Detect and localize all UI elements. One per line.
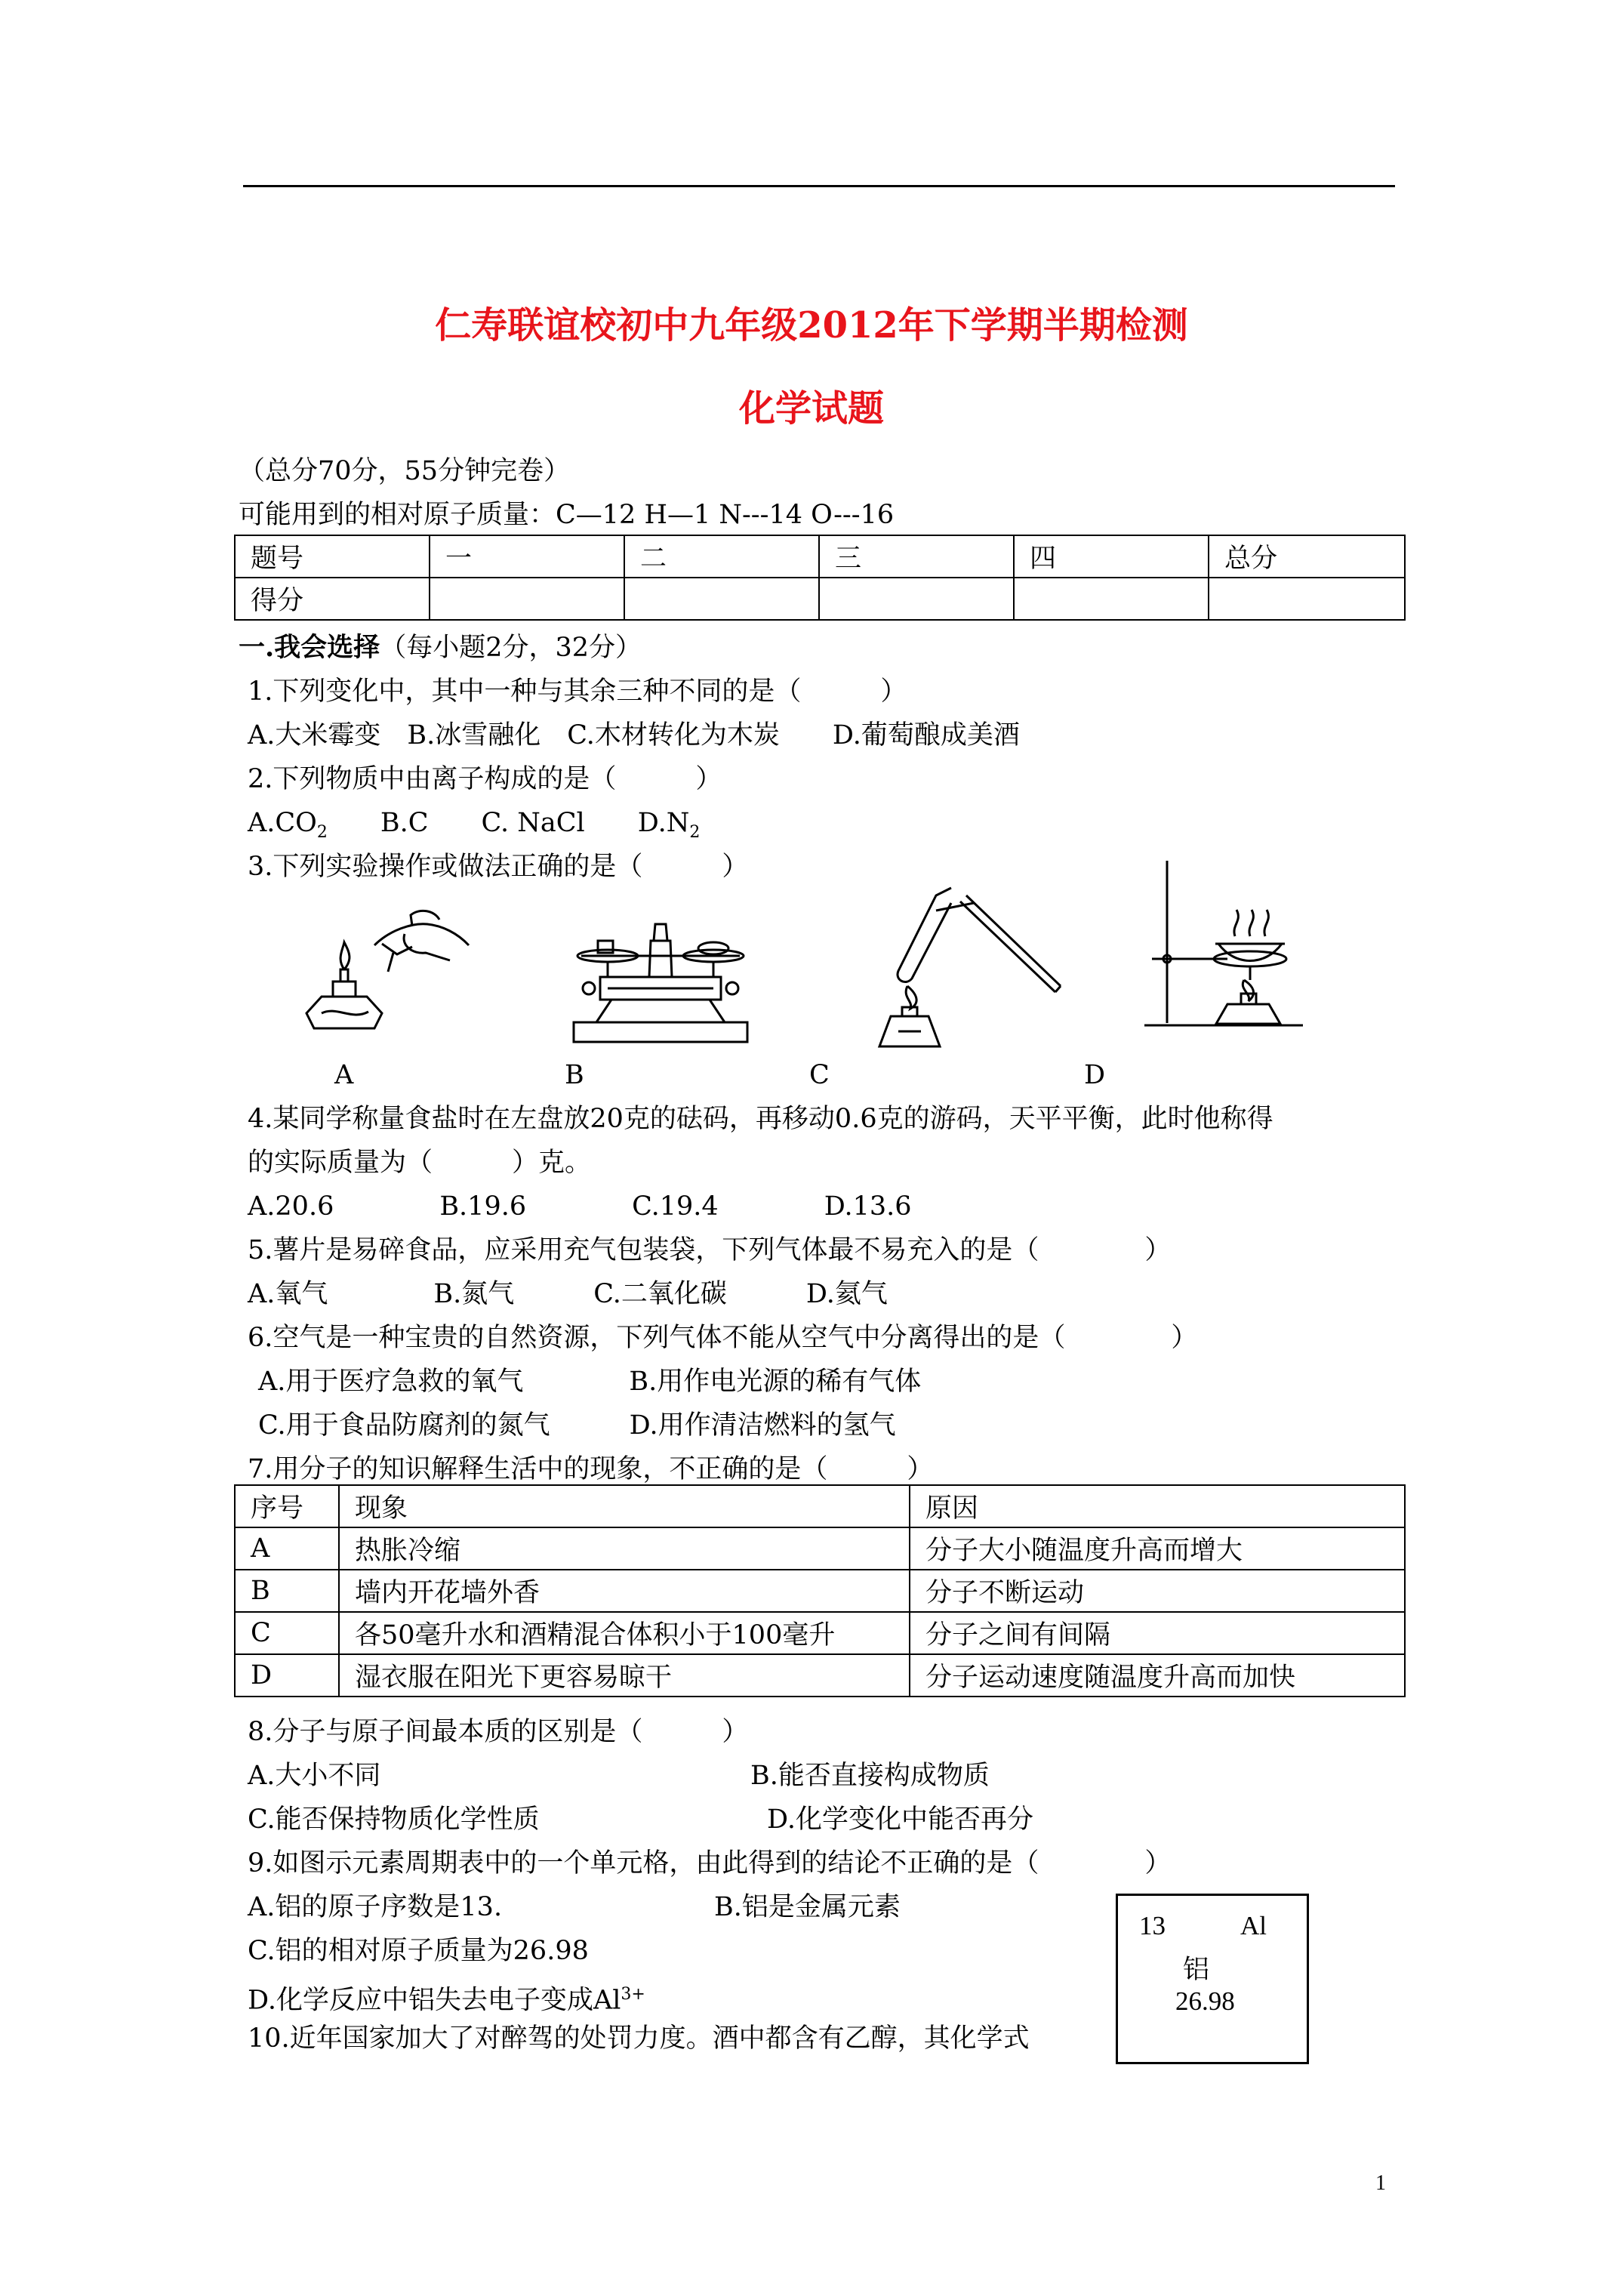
atomic-mass-note: 可能用到的相对原子质量：C—12 H—1 N---14 O---16 [239, 500, 895, 530]
q8-option-d: D.化学变化中能否再分 [767, 1804, 1033, 1835]
q7-cell: 分子运动速度随温度升高而加快 [910, 1654, 1405, 1697]
header-rule [243, 185, 1395, 187]
q5-options: A.氧气 B.氮气 C.二氧化碳 D.氦气 [248, 1279, 888, 1309]
q4-stem-line2: 的实际质量为（ ）克。 [248, 1148, 592, 1178]
score-table-header: 一 [430, 535, 624, 578]
q9-option-b: B.铝是金属元素 [714, 1892, 901, 1922]
score-table [234, 535, 1406, 621]
section-heading-note: （每小题2分，32分） [380, 633, 642, 663]
q6-stem: 6.空气是一种宝贵的自然资源，下列气体不能从空气中分离得出的是（ ） [248, 1323, 1198, 1353]
q9-option-a: A.铝的原子序数是13. [248, 1892, 503, 1922]
score-row-label: 得分 [235, 578, 430, 620]
q7-cell: 热胀冷缩 [339, 1527, 910, 1570]
score-table-header: 题号 [235, 535, 430, 578]
q7-header-index: 序号 [235, 1485, 339, 1527]
q7-cell: 分子不断运动 [910, 1570, 1405, 1612]
q2-option-d-sub: 2 [689, 823, 701, 842]
q7-table [234, 1484, 1406, 1697]
apparatus-a-alcohol-lamp-image [299, 900, 480, 1043]
q9-option-d-text: D.化学反应中铝失去电子变成Al [248, 1985, 621, 2016]
element-name: 铝 [1183, 1955, 1210, 1985]
score-cell[interactable] [819, 578, 1014, 620]
q7-cell: D [235, 1654, 339, 1697]
q7-header-reason: 原因 [910, 1485, 1405, 1527]
q7-header-phenomenon: 现象 [339, 1485, 910, 1527]
periodic-table-cell [1116, 1894, 1309, 2064]
score-cell[interactable] [624, 578, 819, 620]
q7-cell: 墙内开花墙外香 [339, 1570, 910, 1612]
q3-label-c: C [809, 1060, 830, 1090]
score-table-header: 总分 [1209, 535, 1405, 578]
element-symbol: Al [1240, 1911, 1267, 1940]
apparatus-b-balance-image [566, 895, 755, 1050]
q1-options: A.大米霉变 B.冰雪融化 C.木材转化为木炭 D.葡萄酿成美酒 [248, 720, 1020, 750]
q2-option-bcd: B.C C. NaCl D.N [327, 808, 690, 838]
element-mass: 26.98 [1175, 1986, 1235, 2016]
q9-option-d-sup: 3+ [621, 1985, 645, 2004]
q3-label-a: A [334, 1060, 354, 1090]
q9-option-c: C.铝的相对原子质量为26.98 [248, 1936, 589, 1966]
element-number: 13 [1139, 1911, 1166, 1940]
score-table-header: 二 [624, 535, 819, 578]
q4-stem-line1: 4.某同学称量食盐时在左盘放20克的砝码，再移动0.6克的游码，天平平衡，此时他称得 [248, 1104, 1273, 1134]
q7-stem: 7.用分子的知识解释生活中的现象，不正确的是（ ） [248, 1454, 934, 1484]
q3-stem: 3.下列实验操作或做法正确的是（ ） [248, 852, 749, 882]
q1-stem: 1.下列变化中，其中一种与其余三种不同的是（ ） [248, 676, 907, 707]
q7-cell: B [235, 1570, 339, 1612]
page-title: 仁寿联谊校初中九年级2012年下学期半期检测 [435, 304, 1188, 347]
q2-option-a: A.CO [248, 808, 317, 838]
apparatus-d-evaporation-image [1137, 853, 1310, 1034]
q7-cell: 分子之间有间隔 [910, 1612, 1405, 1654]
section-heading [239, 633, 642, 663]
q3-label-b: B [565, 1060, 584, 1090]
q4-options: A.20.6 B.19.6 C.19.4 D.13.6 [248, 1191, 912, 1222]
score-table-header: 四 [1014, 535, 1209, 578]
q3-label-d: D [1084, 1060, 1106, 1090]
page-number: 1 [1375, 2171, 1386, 2195]
q7-cell: 分子大小随温度升高而增大 [910, 1527, 1405, 1570]
q5-stem: 5.薯片是易碎食品，应采用充气包装袋，下列气体最不易充入的是（ ） [248, 1235, 1172, 1265]
q2-option-a-sub: 2 [316, 823, 328, 842]
score-cell[interactable] [1209, 578, 1405, 620]
q7-cell: 湿衣服在阳光下更容易晾干 [339, 1654, 910, 1697]
score-table-header: 三 [819, 535, 1014, 578]
q7-cell: C [235, 1612, 339, 1654]
score-note: （总分70分，55分钟完卷） [239, 456, 571, 486]
section-heading-bold: 一.我会选择 [239, 632, 380, 663]
q2-options [248, 808, 700, 848]
q8-option-b: B.能否直接构成物质 [750, 1761, 990, 1791]
score-cell[interactable] [1014, 578, 1209, 620]
q9-option-d [248, 1980, 645, 2016]
q8-stem: 8.分子与原子间最本质的区别是（ ） [248, 1717, 749, 1747]
q8-option-c: C.能否保持物质化学性质 [248, 1804, 540, 1835]
q8-option-a: A.大小不同 [248, 1761, 381, 1791]
page-subtitle: 化学试题 [738, 387, 884, 430]
q2-stem: 2.下列物质中由离子构成的是（ ） [248, 764, 722, 794]
score-cell[interactable] [430, 578, 624, 620]
q7-cell: A [235, 1527, 339, 1570]
q7-cell: 各50毫升水和酒精混合体积小于100毫升 [339, 1612, 910, 1654]
q9-stem: 9.如图示元素周期表中的一个单元格，由此得到的结论不正确的是（ ） [248, 1848, 1172, 1878]
apparatus-c-test-tube-heating-image [861, 873, 1079, 1054]
q6-options-ab: A.用于医疗急救的氧气 B.用作电光源的稀有气体 [258, 1367, 922, 1397]
q6-options-cd: C.用于食品防腐剂的氮气 D.用作清洁燃料的氢气 [258, 1410, 896, 1441]
q10-stem: 10.近年国家加大了对醉驾的处罚力度。酒中都含有乙醇，其化学式 [248, 2023, 1030, 2054]
